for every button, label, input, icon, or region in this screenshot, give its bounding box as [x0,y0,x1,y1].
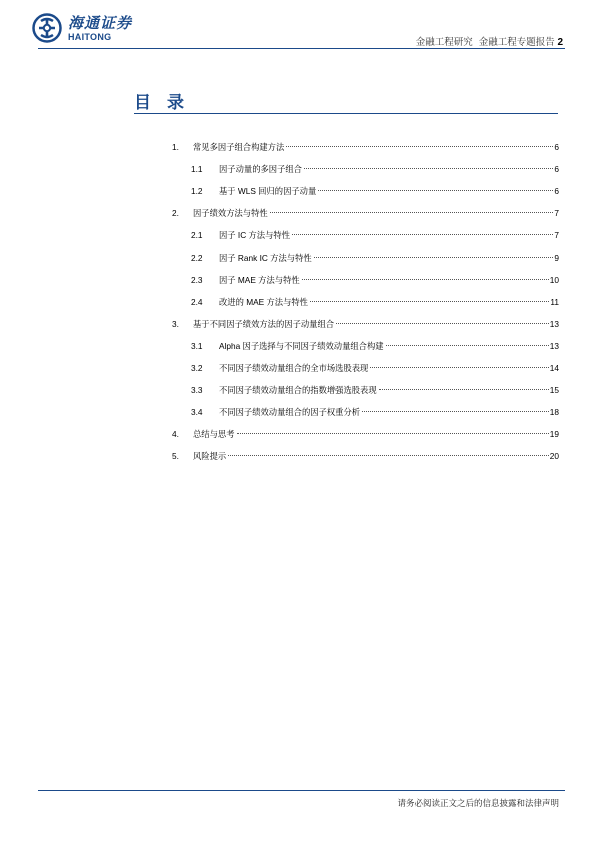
toc-entry-label: 不同因子绩效动量组合的指数增强选股表现 [219,385,377,395]
toc-entry-label: 风险提示 [193,451,227,461]
toc-entry-number: 1.2 [191,186,203,196]
logo-text-cn: 海通证券 [68,14,133,32]
toc-entry-number: 2.4 [191,297,203,307]
report-category: 金融工程研究 [415,37,473,48]
toc-entry-number: 2.2 [191,253,203,263]
page-header [30,10,565,46]
legal-disclaimer: 请务必阅读正文之后的信息披露和法律声明 [397,798,559,808]
toc-entry[interactable] [0,339,595,353]
toc-entry-number: 4. [172,429,179,439]
toc-entry-number: 5. [172,451,179,461]
toc-entry[interactable] [0,295,595,309]
toc-entry[interactable] [0,228,595,242]
toc-dot-leader [310,300,549,302]
toc-entry-page: 19 [549,429,559,439]
toc-entry[interactable] [0,317,595,331]
toc-entry-number: 1.1 [191,164,203,174]
toc-entry-page: 18 [549,407,559,417]
toc-dot-leader [304,167,553,169]
toc-entry-content [219,162,559,176]
toc-dot-leader [336,322,549,324]
toc-entry[interactable] [0,405,595,419]
company-logo [30,10,170,46]
report-category-line [416,34,563,48]
toc-entry-label: 基于不同因子绩效方法的因子动量组合 [193,319,335,329]
toc-entry-label: 常见多因子组合构建方法 [193,142,285,152]
toc-entry-label: 不同因子绩效动量组合的因子权重分析 [219,407,361,417]
toc-entry-label: 不同因子绩效动量组合的全市场选股表现 [219,363,369,373]
toc-entry-label: 改进的 MAE 方法与特性 [219,297,308,307]
toc-title: 目录 [134,93,200,113]
toc-entry[interactable] [0,162,595,176]
toc-entry-content [193,317,559,331]
toc-entry-content [219,273,559,287]
toc-entry-page: 7 [554,230,559,240]
toc-entry-number: 3. [172,319,179,329]
toc-dot-leader [292,233,553,235]
toc-entry-label: 因子动量的多因子组合 [219,164,302,174]
toc-entry-page: 13 [549,319,559,329]
toc-entry-label: 因子 IC 方法与特性 [219,230,290,240]
toc-dot-leader [270,211,554,213]
toc-entry-content [219,295,559,309]
toc-entry-content [193,427,559,441]
toc-entry-page: 10 [549,275,559,285]
toc-entry-label: 基于 WLS 回归的因子动量 [219,186,317,196]
toc-entry-page: 7 [554,208,559,218]
toc-entry-number: 3.4 [191,407,203,417]
toc-dot-leader [318,189,553,191]
toc-entry-label: Alpha 因子选择与不同因子绩效动量组合构建 [219,341,384,351]
logo-text-en: HAITONG [68,32,112,42]
toc-dot-leader [228,454,549,456]
toc-entry-label: 因子绩效方法与特性 [193,208,268,218]
header-divider [38,48,565,49]
toc-dot-leader [314,256,554,258]
toc-entry-label: 因子 MAE 方法与特性 [219,275,300,285]
toc-dot-leader [379,388,549,390]
toc-dot-leader [370,366,548,368]
toc-entry[interactable] [0,449,595,463]
toc-entry[interactable] [0,206,595,220]
toc-entry-content [219,361,559,375]
report-type: 金融工程专题报告 [478,37,555,48]
toc-entry-content [219,184,559,198]
toc-entry[interactable] [0,184,595,198]
toc-entry-page: 6 [554,164,559,174]
toc-entry[interactable] [0,383,595,397]
toc-title-divider [134,113,558,114]
toc-entry-page: 14 [549,363,559,373]
toc-entry-number: 2. [172,208,179,218]
toc-dot-leader [362,410,549,412]
footer-divider [38,790,565,791]
toc-entry-content [193,140,559,154]
toc-entry-page: 11 [550,297,559,307]
toc-entry-content [219,228,559,242]
toc-entry-page: 6 [554,186,559,196]
toc-entry-page: 6 [554,142,559,152]
toc-entry-content [193,206,559,220]
toc-entry-page: 20 [549,451,559,461]
toc-entry-number: 3.3 [191,385,203,395]
toc-dot-leader [237,432,549,434]
toc-entry-content [219,405,559,419]
toc-dot-leader [286,145,553,147]
toc-entry-number: 2.3 [191,275,203,285]
toc-entry-number: 1. [172,142,179,152]
toc-entry-number: 2.1 [191,230,203,240]
toc-entry[interactable] [0,273,595,287]
page-number: 2 [557,37,563,48]
toc-entry-page: 9 [554,253,559,263]
toc-dot-leader [386,344,549,346]
toc-entry-content [193,449,559,463]
toc-entry-content [219,383,559,397]
toc-entry[interactable] [0,361,595,375]
toc-entry-page: 13 [549,341,559,351]
toc-entry[interactable] [0,140,595,154]
toc-entry-page: 15 [549,385,559,395]
haitong-logo-icon [32,13,62,43]
toc-entry-label: 总结与思考 [193,429,235,439]
toc-entry[interactable] [0,251,595,265]
toc-entry-content [219,339,559,353]
toc-dot-leader [302,278,549,280]
toc-entry-label: 因子 Rank IC 方法与特性 [219,253,312,263]
toc-entry-content [219,251,559,265]
toc-entry[interactable] [0,427,595,441]
toc-entry-number: 3.2 [191,363,203,373]
toc-entry-number: 3.1 [191,341,203,351]
